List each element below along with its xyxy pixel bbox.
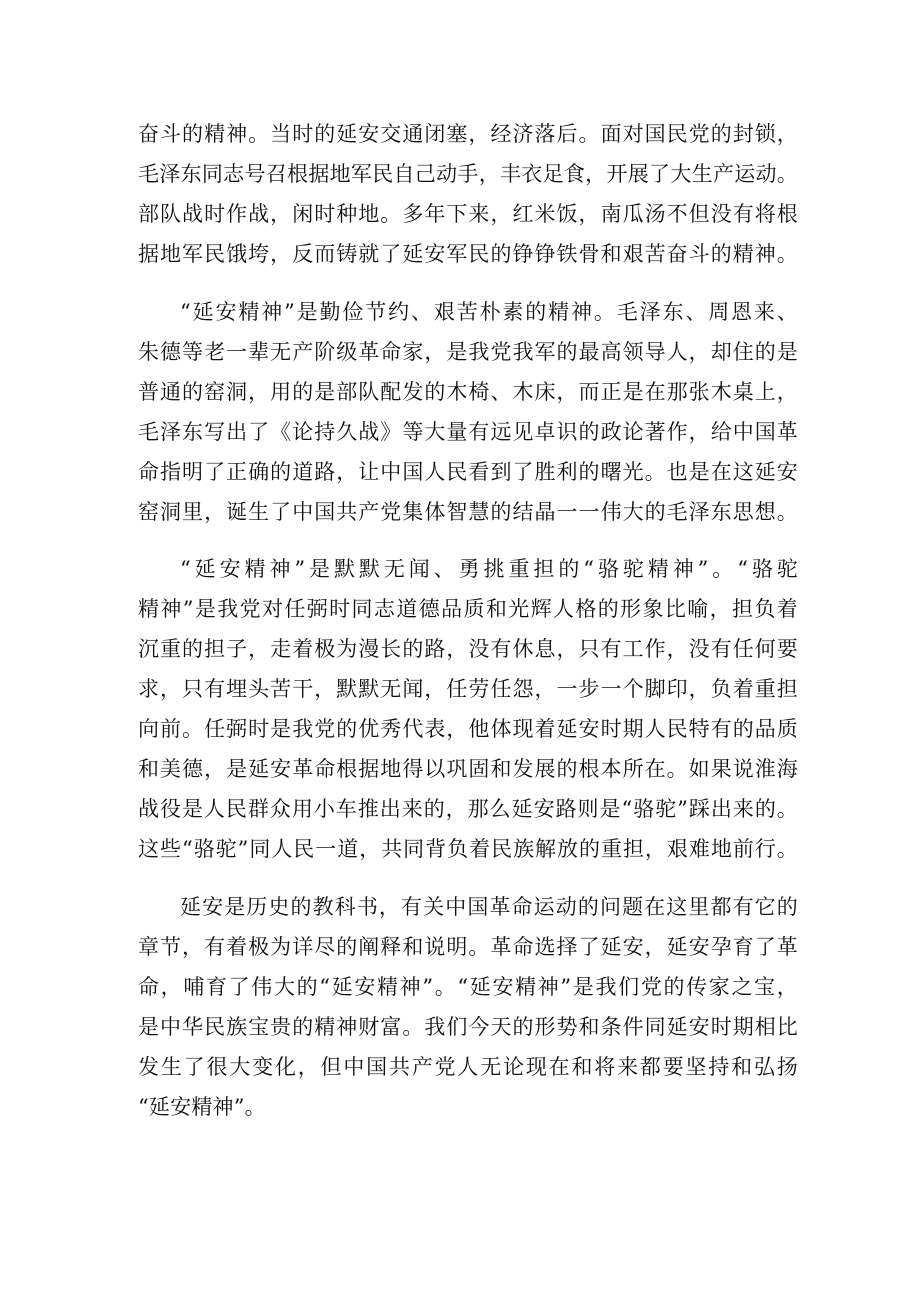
- text-line: 精神”是我党对任弼时同志道德品质和光辉人格的形象比喻，担负着: [138, 597, 798, 621]
- text-line: 这些“骆驼”同人民一道，共同背负着民族解放的重担，艰难地前行。: [138, 837, 798, 861]
- text-line: 求，只有埋头苦干，默默无闻，任劳任怨，一步一个脚印，负着重担: [138, 677, 798, 701]
- text-line: 和美德，是延安革命根据地得以巩固和发展的根本所在。如果说淮海: [138, 757, 798, 781]
- text-line: 据地军民饿垮，反而铸就了延安军民的铮铮铁骨和艰苦奋斗的精神。: [138, 242, 798, 266]
- text-line: 朱德等老一辈无产阶级革命家，是我党我军的最高领导人，却住的是: [138, 340, 798, 364]
- text-line: 沉重的担子，走着极为漫长的路，没有休息，只有工作，没有任何要: [138, 637, 798, 661]
- paragraph-first-line: 延安是历史的教科书，有关中国革命运动的问题在这里都有它的: [180, 895, 798, 919]
- text-line: 发生了很大变化，但中国共产党人无论现在和将来都要坚持和弘扬: [138, 1055, 798, 1079]
- paragraph-first-line: “延安精神”是勤俭节约、艰苦朴素的精神。毛泽东、周恩来、: [180, 300, 798, 324]
- paragraph-last-line: “延安精神”。: [138, 1095, 266, 1119]
- text-line: 部队战时作战，闲时种地。多年下来，红米饭，南瓜汤不但没有将根: [138, 202, 798, 226]
- text-line: 向前。任弼时是我党的优秀代表，他体现着延安时期人民特有的品质: [138, 717, 798, 741]
- text-line: 命指明了正确的道路，让中国人民看到了胜利的曙光。也是在这延安: [138, 460, 798, 484]
- text-line: 章节，有着极为详尽的阐释和说明。革命选择了延安，延安孕育了革: [138, 935, 798, 959]
- text-line: 是中华民族宝贵的精神财富。我们今天的形势和条件同延安时期相比: [138, 1015, 798, 1039]
- text-line: 奋斗的精神。当时的延安交通闭塞，经济落后。面对国民党的封锁，: [138, 122, 798, 146]
- text-line: 毛泽东写出了《论持久战》等大量有远见卓识的政论著作，给中国革: [138, 420, 798, 444]
- paragraph-first-line: “延安精神”是默默无闻、勇挑重担的“骆驼精神”。“骆驼: [180, 557, 798, 581]
- text-line: 普通的窑洞，用的是部队配发的木椅、木床，而正是在那张木桌上，: [138, 380, 798, 404]
- text-line: 毛泽东同志号召根据地军民自己动手，丰衣足食，开展了大生产运动。: [138, 162, 798, 186]
- text-line: 窑洞里，诞生了中国共产党集体智慧的结晶一一伟大的毛泽东思想。: [138, 500, 798, 524]
- text-line: 战役是人民群众用小车推出来的，那么延安路则是“骆驼”踩出来的。: [138, 797, 798, 821]
- text-line: 命，哺育了伟大的“延安精神”。“延安精神”是我们党的传家之宝，: [138, 975, 798, 999]
